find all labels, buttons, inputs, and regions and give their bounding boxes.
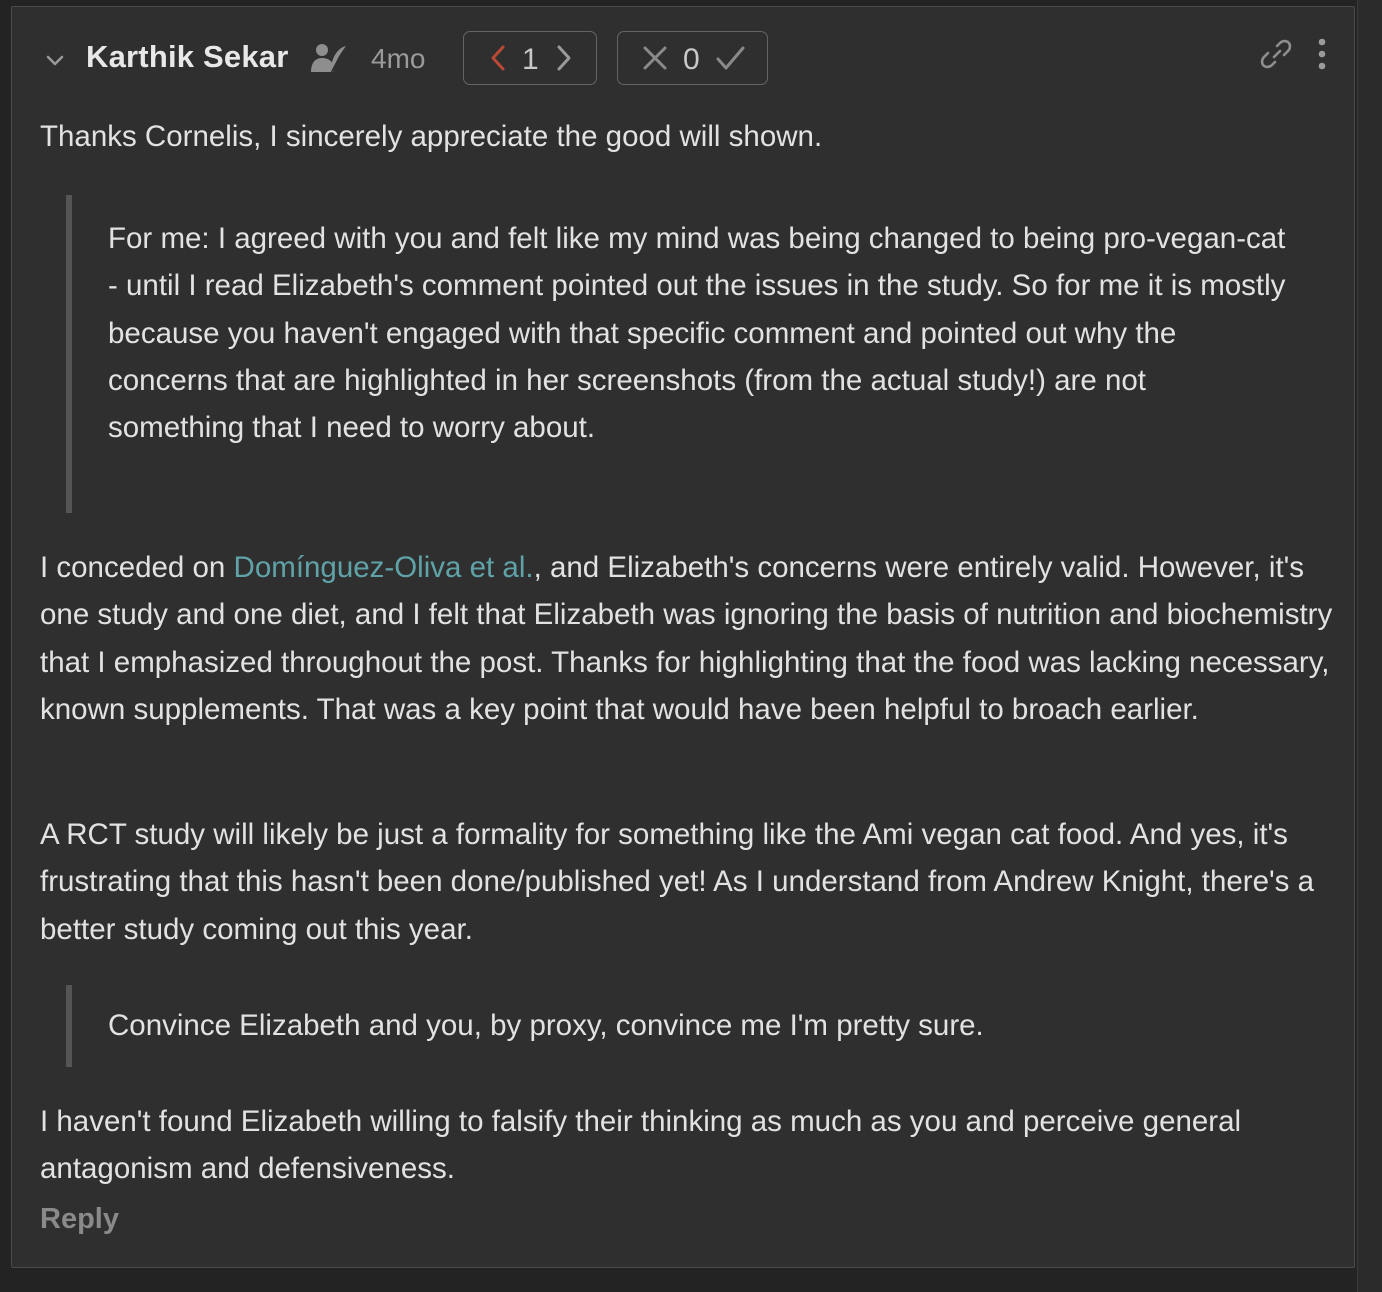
karma-score: 1 xyxy=(522,43,539,76)
blockquote xyxy=(66,195,1286,513)
link-icon[interactable] xyxy=(1259,37,1293,71)
scroll-gutter xyxy=(1357,0,1382,1292)
study-link[interactable]: Domínguez-Oliva et al. xyxy=(233,551,534,584)
paragraph-text: I conceded on xyxy=(40,551,234,584)
reply-button[interactable]: Reply xyxy=(40,1203,119,1235)
paragraph-rct: A RCT study will likely be just a formality for something like the Ami vegan cat food. And yes, it's frustrating that this hasn't been done/published yet! As I understand from Andrew Knight, there's a better study coming out this year. xyxy=(40,818,1314,946)
paragraph-thanks: Thanks Cornelis, I sincerely appreciate the good will shown. xyxy=(40,120,823,153)
comment-card xyxy=(11,6,1355,1268)
agreement-score: 0 xyxy=(683,43,700,76)
chevron-right-icon[interactable] xyxy=(548,43,578,73)
karma-vote-widget xyxy=(463,31,597,85)
vertical-dots-icon[interactable] xyxy=(1310,37,1334,71)
chevron-left-icon[interactable] xyxy=(484,43,514,73)
blockquote xyxy=(66,985,1286,1067)
quote-text: For me: I agreed with you and felt like my mind was being changed to being pro-vegan-cat - until I read Elizabeth's comment pointed out the issues in the study. So for me it is mostly because you haven't engaged with that specific comment and pointed out why the concerns that are highlighted in her screenshots (from the actual study!) are not something that I need to worry about. xyxy=(108,222,1286,445)
timestamp[interactable]: 4mo xyxy=(371,43,426,74)
author-name[interactable]: Karthik Sekar xyxy=(86,39,289,74)
cross-icon[interactable] xyxy=(640,43,670,73)
paragraph-conceded xyxy=(40,544,1340,733)
author-quill-icon xyxy=(310,42,348,76)
comment-header xyxy=(12,29,1354,93)
check-icon[interactable] xyxy=(715,43,745,73)
paragraph-final: I haven't found Elizabeth willing to falsify their thinking as much as you and perceive general antagonism and defensiveness. xyxy=(40,1105,1242,1186)
paragraph-text: , and Elizabeth's concerns were entirely valid. However, it's one study and one diet, and I felt that Elizabeth was ignoring the basis of nutrition and biochemistry that I emphasized throughout the post. Thanks for highlighting that the food was lacking necessary, known supplements. That was a key point that would have been helpful to broach earlier. xyxy=(40,551,1333,726)
agreement-vote-widget xyxy=(617,31,768,85)
chevron-down-icon[interactable] xyxy=(44,49,66,71)
quote-text: Convince Elizabeth and you, by proxy, convince me I'm pretty sure. xyxy=(108,1009,984,1042)
